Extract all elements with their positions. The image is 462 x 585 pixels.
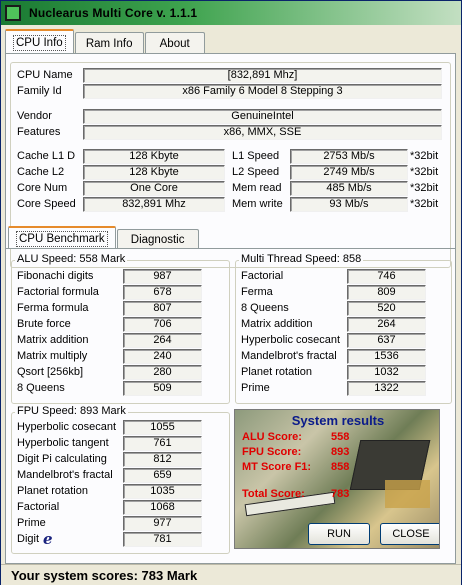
mt-row-label: Matrix addition [241,318,313,330]
alu-row-label: Ferma formula [17,302,89,314]
fpu-title: FPU Speed: 893 Mark [17,405,126,417]
fpu-row-label: Prime [17,517,46,529]
alu-row-value: 678 [123,285,202,300]
total-score-value: 783 [331,488,350,500]
mem-read-unit: *32bit [410,182,439,194]
fpu-row-value: 761 [123,436,202,451]
total-score-label: Total Score: [242,488,305,500]
fpu-row-label: Factorial [17,501,60,513]
mt-row-value: 1032 [347,365,426,380]
alu-row-label: Qsort [256kb] [17,366,84,378]
family-id-value: x86 Family 6 Model 8 Stepping 3 [83,84,442,99]
main-tabs [5,29,206,54]
mem-write-value: 93 Mb/s [290,197,408,212]
alu-row-label: Fibonachi digits [17,270,94,282]
alu-row-value: 706 [123,317,202,332]
vendor-label: Vendor [17,110,52,122]
tab-about[interactable]: About [145,32,205,54]
mt-row-label: Mandelbrot's fractal [241,350,337,362]
alu-row-label: Matrix multiply [17,350,88,362]
alu-row-value: 509 [123,381,202,396]
system-results-title: System results [291,413,385,428]
fpu-row-value: 781 [123,532,202,547]
l2-speed-value: 2749 Mb/s [290,165,408,180]
close-button[interactable]: CLOSE [380,523,440,545]
fpu-score-label: FPU Score: [242,446,302,458]
mem-read-value: 485 Mb/s [290,181,408,196]
benchmark-tabs [8,226,200,249]
mt-row-label: Hyperbolic cosecant [241,334,341,346]
fpu-row-value: 659 [123,468,202,483]
features-value: x86, MMX, SSE [83,125,442,140]
mt-row-label: Ferma [241,286,273,298]
mt-row-value: 809 [347,285,426,300]
motherboard-pins-image [385,480,430,508]
system-results-panel [234,409,440,549]
status-bar: Your system scores: 783 Mark [1,564,461,585]
l1-speed-label: L1 Speed [232,150,280,162]
mt-row-label: 8 Queens [241,302,289,314]
fpu-row-label: Hyperbolic tangent [17,437,109,449]
mem-read-label: Mem read [232,182,282,194]
core-speed-label: Core Speed [17,198,76,210]
fpu-row-value: 1055 [123,420,202,435]
run-button[interactable]: RUN [308,523,370,545]
fpu-row-label: Digit Pi calculating [17,453,107,465]
mt-row-label: Planet rotation [241,366,312,378]
alu-score-value: 558 [331,431,350,443]
core-speed-value: 832,891 Mhz [83,197,225,212]
multi-thread-title: Multi Thread Speed: 858 [241,253,362,265]
tab-ram-info[interactable]: Ram Info [75,32,144,54]
l1-speed-value: 2753 Mb/s [290,149,408,164]
l1-speed-unit: *32bit [410,150,439,162]
cpu-name-label: CPU Name [17,69,73,81]
alu-row-label: Factorial formula [17,286,99,298]
alu-score-label: ALU Score: [242,431,302,443]
core-num-value: One Core [83,181,225,196]
fpu-row-value: 977 [123,516,202,531]
mt-row-value: 520 [347,301,426,316]
family-id-label: Family Id [17,85,62,97]
alu-row-label: Brute force [17,318,71,330]
mem-write-label: Mem write [232,198,283,210]
l2-speed-unit: *32bit [410,166,439,178]
mt-row-value: 1536 [347,349,426,364]
alu-row-value: 987 [123,269,202,284]
fpu-row-label: Digit [17,533,40,545]
fpu-row-value: 1035 [123,484,202,499]
fpu-row-value: 812 [123,452,202,467]
core-num-label: Core Num [17,182,68,194]
mt-score-label: MT Score F1: [242,461,312,473]
title-bar[interactable] [1,1,461,25]
mt-row-label: Prime [241,382,270,394]
fpu-row-value: 1068 [123,500,202,515]
mt-row-value: 637 [347,333,426,348]
mt-row-label: Factorial [241,270,284,282]
vendor-value: GenuineIntel [83,109,442,124]
tab-diagnostic[interactable]: Diagnostic [117,229,199,249]
mt-score-value: 858 [331,461,350,473]
cache-l2-label: Cache L2 [17,166,65,178]
alu-row-value: 807 [123,301,202,316]
alu-row-label: Matrix addition [17,334,89,346]
alu-row-label: 8 Queens [17,382,65,394]
mt-row-value: 1322 [347,381,426,396]
window-title: Nuclearus Multi Core v. 1.1.1 [29,6,198,20]
alu-row-value: 240 [123,349,202,364]
cache-l1d-value: 128 Kbyte [83,149,225,164]
cache-l1d-label: Cache L1 D [17,150,76,162]
mt-row-value: 264 [347,317,426,332]
cache-l2-value: 128 Kbyte [83,165,225,180]
alu-row-value: 264 [123,333,202,348]
e-symbol: e [43,530,53,548]
cpu-name-value: [832,891 Mhz] [83,68,442,83]
features-label: Features [17,126,61,138]
fpu-row-label: Planet rotation [17,485,88,497]
alu-row-value: 280 [123,365,202,380]
tab-cpu-benchmark[interactable]: CPU Benchmark [8,226,116,249]
fpu-row-label: Hyperbolic cosecant [17,421,117,433]
alu-title: ALU Speed: 558 Mark [17,253,126,265]
mem-write-unit: *32bit [410,198,439,210]
tab-cpu-info[interactable]: CPU Info [5,29,74,54]
mt-row-value: 746 [347,269,426,284]
fpu-score-value: 893 [331,446,350,458]
benchmark-divider [6,248,455,249]
fpu-row-label: Mandelbrot's fractal [17,469,113,481]
app-icon [5,5,21,21]
l2-speed-label: L2 Speed [232,166,280,178]
